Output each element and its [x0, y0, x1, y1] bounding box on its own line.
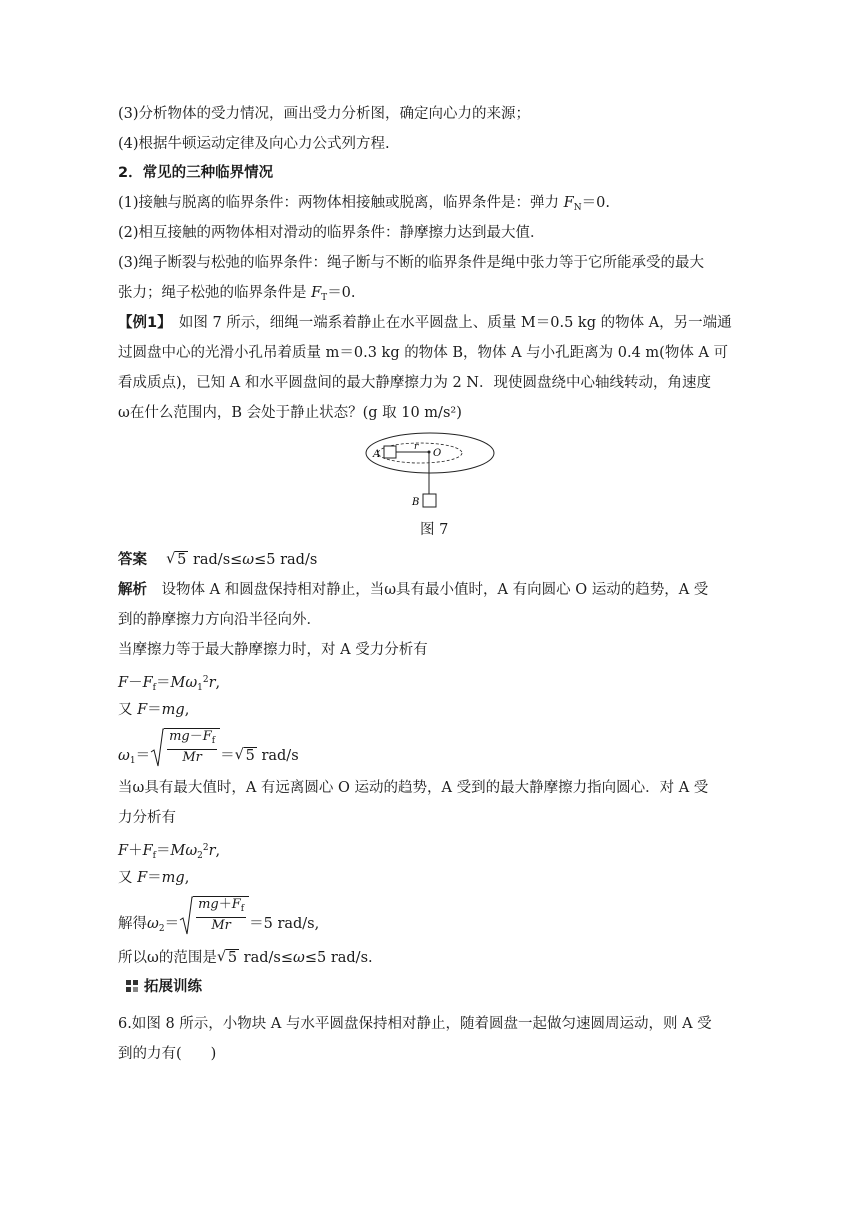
question-6-line-1: 6.如图 8 所示，小物块 A 与水平圆盘保持相对静止，随着圆盘一起做匀速圆周运动，则 A 受 — [118, 1016, 712, 1032]
section-2-title: 2．常见的三种临界情况 — [118, 165, 274, 181]
answer-line: 答案 √ 5 rad/s≤ω≤5 rad/s — [118, 550, 317, 570]
equation-omega1: $\omega_1=$ $\frac{mg-F_f}{Mr}$ ＝√ 5 rad/s — [118, 728, 299, 784]
block-a — [384, 446, 396, 458]
critical-1: (1)接触与脱离的临界条件：两物体相接触或脱离，临界条件是：弹力 $F_N=0$. — [118, 195, 610, 213]
step-4: (4)根据牛顿运动定律及向心力公式列方程. — [118, 136, 390, 152]
figure-caption: 图 7 — [420, 522, 449, 538]
equation-f-mg-1: 又 F＝mg, — [118, 702, 190, 718]
critical-3b: 张力；绳子松弛的临界条件是 $F_T=0$. — [118, 285, 356, 303]
equation-min-force: $F-F_f=M\omega_1^2r$, — [118, 675, 221, 693]
equation-f-mg-2: 又 F＝mg, — [118, 870, 190, 886]
label-b: B — [412, 497, 420, 508]
figure-7 — [360, 432, 500, 516]
range-conclusion: 所以ω的范围是√ 5 rad/s≤ω≤5 rad/s. — [118, 948, 373, 968]
label-a: A — [373, 449, 381, 460]
analysis-line-1: 解析 设物体 A 和圆盘保持相对静止，当ω具有最小值时，A 有向圆心 O 运动的趋势，A 受 — [118, 582, 709, 598]
example-line-3: 看成质点)，已知 A 和水平圆盘间的最大静摩擦力为 2 N．现使圆盘绕中心轴线转动，角速度 — [118, 375, 711, 391]
answer-label: 答案 — [118, 552, 147, 568]
analysis-line-2: 到的静摩擦力方向沿半径向外． — [118, 612, 321, 628]
step-3: (3)分析物体的受力情况，画出受力分析图，确定向心力的来源； — [118, 106, 531, 122]
question-6-line-2: 到的力有( ) — [118, 1046, 217, 1062]
example-line-4: ω在什么范围内，B 会处于静止状态？(g 取 10 m/s²) — [118, 405, 462, 421]
label-o: O — [433, 448, 442, 459]
analysis-line-5: 力分析有 — [118, 810, 176, 826]
label-r: r — [414, 442, 419, 452]
example-tag: 【例1】 — [118, 315, 165, 331]
equation-omega2: 解得$\omega_2=$ $\frac{mg+F_f}{Mr}$ ＝5 rad/s, — [118, 896, 319, 952]
example-line-1: 【例1】 如图 7 所示，细绳一端系着静止在水平圆盘上、质量 M＝0.5 kg 的物体 A，另一端通 — [118, 315, 732, 331]
critical-2: (2)相互接触的两物体相对滑动的临界条件：静摩擦力达到最大值． — [118, 225, 545, 241]
analysis-line-4: 当ω具有最大值时，A 有远离圆心 O 运动的趋势，A 受到的最大静摩擦力指向圆心．对 A 受 — [118, 780, 709, 796]
example-line-2: 过圆盘中心的光滑小孔吊着质量 m＝0.3 kg 的物体 B，物体 A 与小孔距离为 0.4 m(物体 A 可 — [118, 345, 729, 361]
equation-max-force: $F+F_f=M\omega_2^2r$, — [118, 843, 221, 861]
section-icon — [126, 980, 138, 992]
analysis-line-3: 当摩擦力等于最大静摩擦力时，对 A 受力分析有 — [118, 642, 428, 658]
extension-title: 拓展训练 — [126, 977, 202, 997]
analysis-label: 解析 — [118, 582, 147, 598]
block-b — [423, 494, 436, 507]
critical-3a: (3)绳子断裂与松弛的临界条件：绳子断与不断的临界条件是绳中张力等于它所能承受的最大 — [118, 255, 705, 271]
